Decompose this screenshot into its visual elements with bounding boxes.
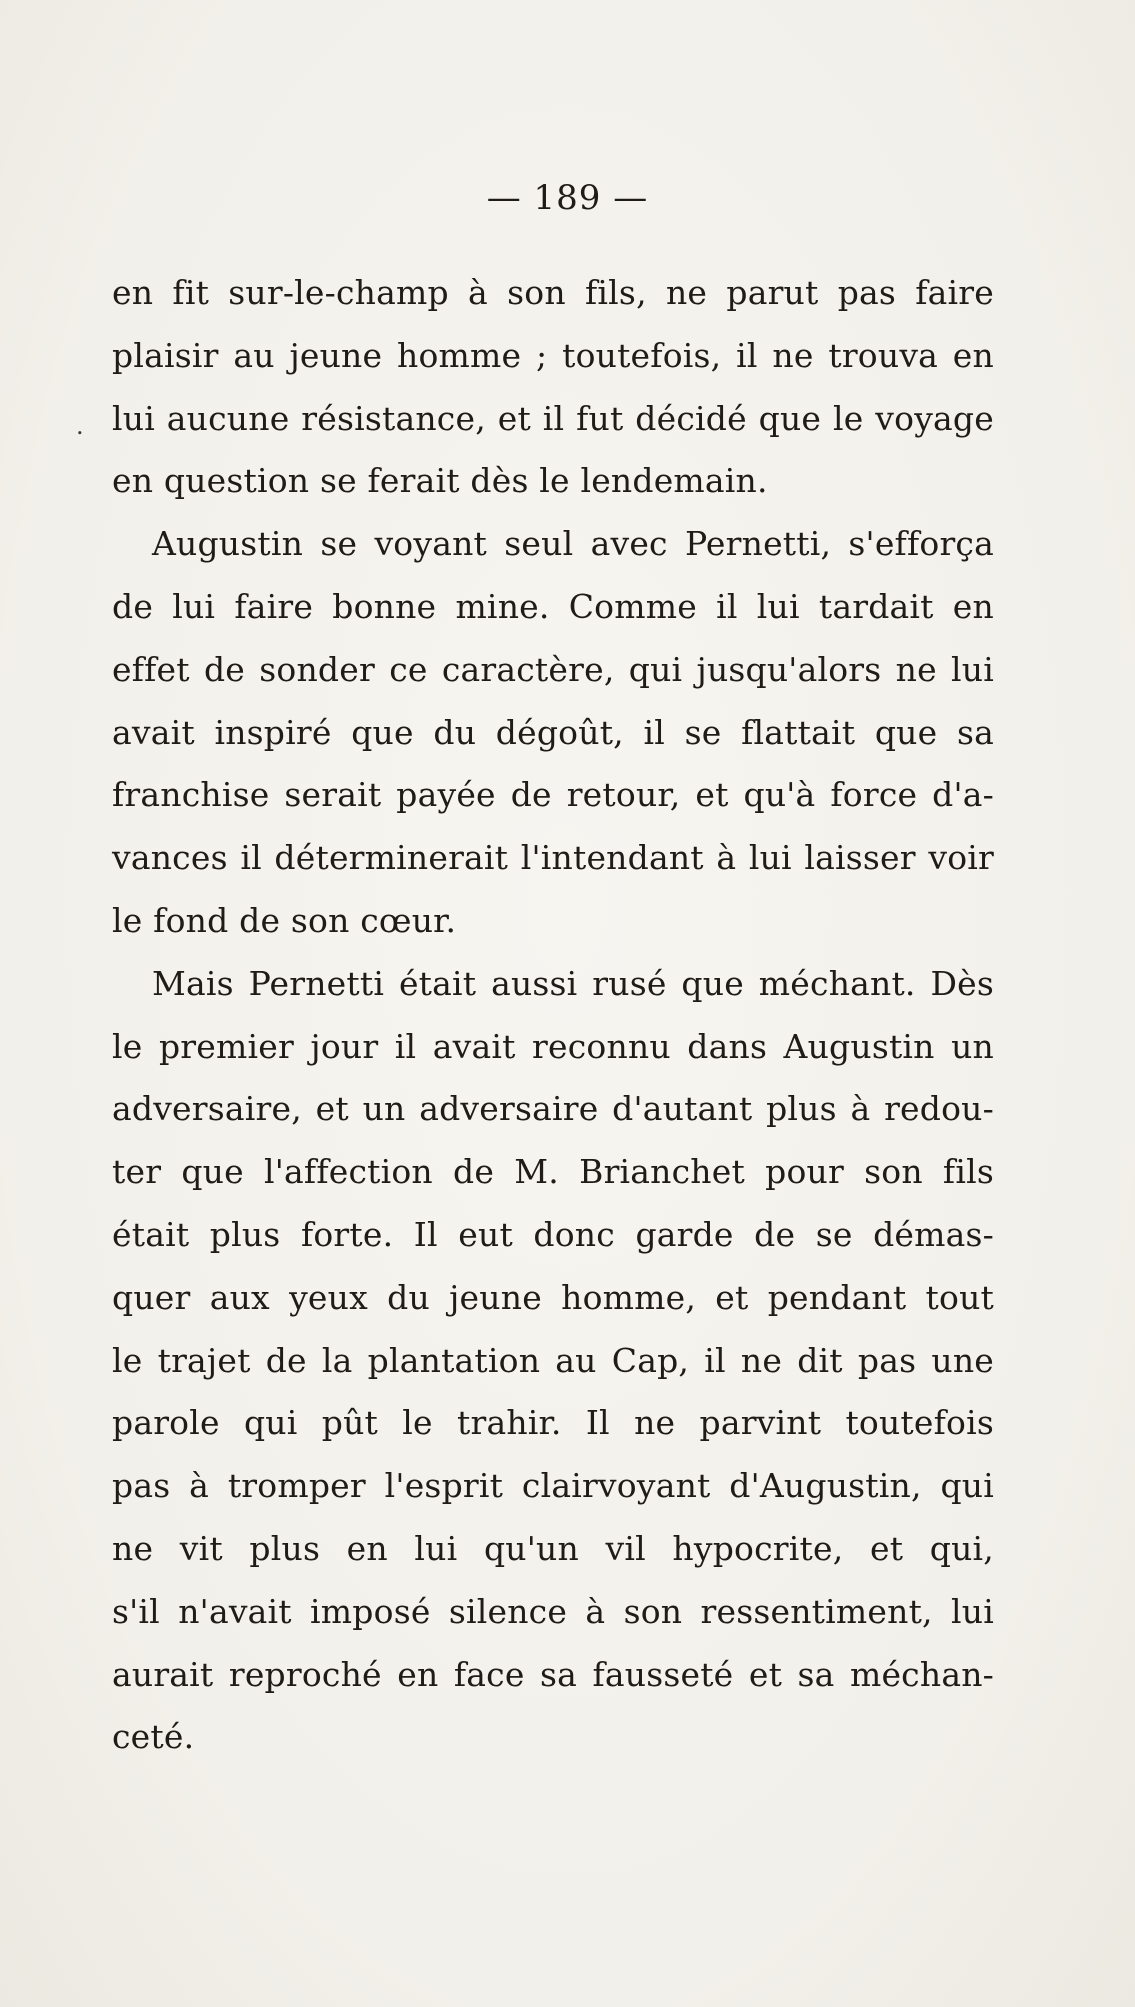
text-line: avait inspiré que du dégoût, il se flattait que sa: [112, 712, 994, 752]
text-line: en question se ferait dès le lendemain.: [112, 461, 768, 501]
stray-mark: .: [76, 412, 84, 440]
text-line: de lui faire bonne mine. Comme il lui tardait en: [112, 586, 994, 626]
text-line: le fond de son cœur.: [112, 900, 457, 940]
paragraph-first-line: Augustin se voyant seul avec Pernetti, s'efforça: [152, 524, 994, 564]
text-line: vances il déterminerait l'intendant à lui laisser voir: [112, 838, 994, 878]
body-text: [112, 262, 994, 1769]
text-line: en fit sur-le-champ à son fils, ne parut pas faire: [112, 273, 994, 312]
text-line: le premier jour il avait reconnu dans Augustin un: [112, 1026, 994, 1066]
text-line: parole qui pût le trahir. Il ne parvint toutefois: [112, 1403, 994, 1443]
text-line: adversaire, et un adversaire d'autant plus à redou-: [112, 1089, 994, 1129]
text-line: franchise serait payée de retour, et qu'à force d'a-: [112, 775, 994, 815]
text-line: aurait reproché en face sa fausseté et sa méchan-: [112, 1654, 994, 1694]
text-line: effet de sonder ce caractère, qui jusqu'alors ne lui: [112, 649, 994, 689]
text-line: ceté.: [112, 1717, 195, 1757]
text-line: pas à tromper l'esprit clairvoyant d'Augustin, qui: [112, 1466, 994, 1506]
text-line: était plus forte. Il eut donc garde de se démas-: [112, 1214, 994, 1254]
paragraph-first-line: Mais Pernetti était aussi rusé que méchant. Dès: [152, 963, 994, 1003]
text-line: lui aucune résistance, et il fut décidé que le voyage: [112, 398, 994, 438]
page-number: — 189 —: [486, 178, 649, 218]
text-line: s'il n'avait imposé silence à son ressentiment, lui: [112, 1591, 994, 1631]
text-line: ne vit plus en lui qu'un vil hypocrite, et qui,: [112, 1528, 994, 1568]
text-line: plaisir au jeune homme ; toutefois, il ne trouva en: [112, 335, 994, 375]
text-line: ter que l'affection de M. Brianchet pour son fils: [112, 1152, 994, 1192]
text-line: le trajet de la plantation au Cap, il ne dit pas une: [112, 1340, 994, 1380]
text-line: quer aux yeux du jeune homme, et pendant tout: [112, 1277, 994, 1317]
